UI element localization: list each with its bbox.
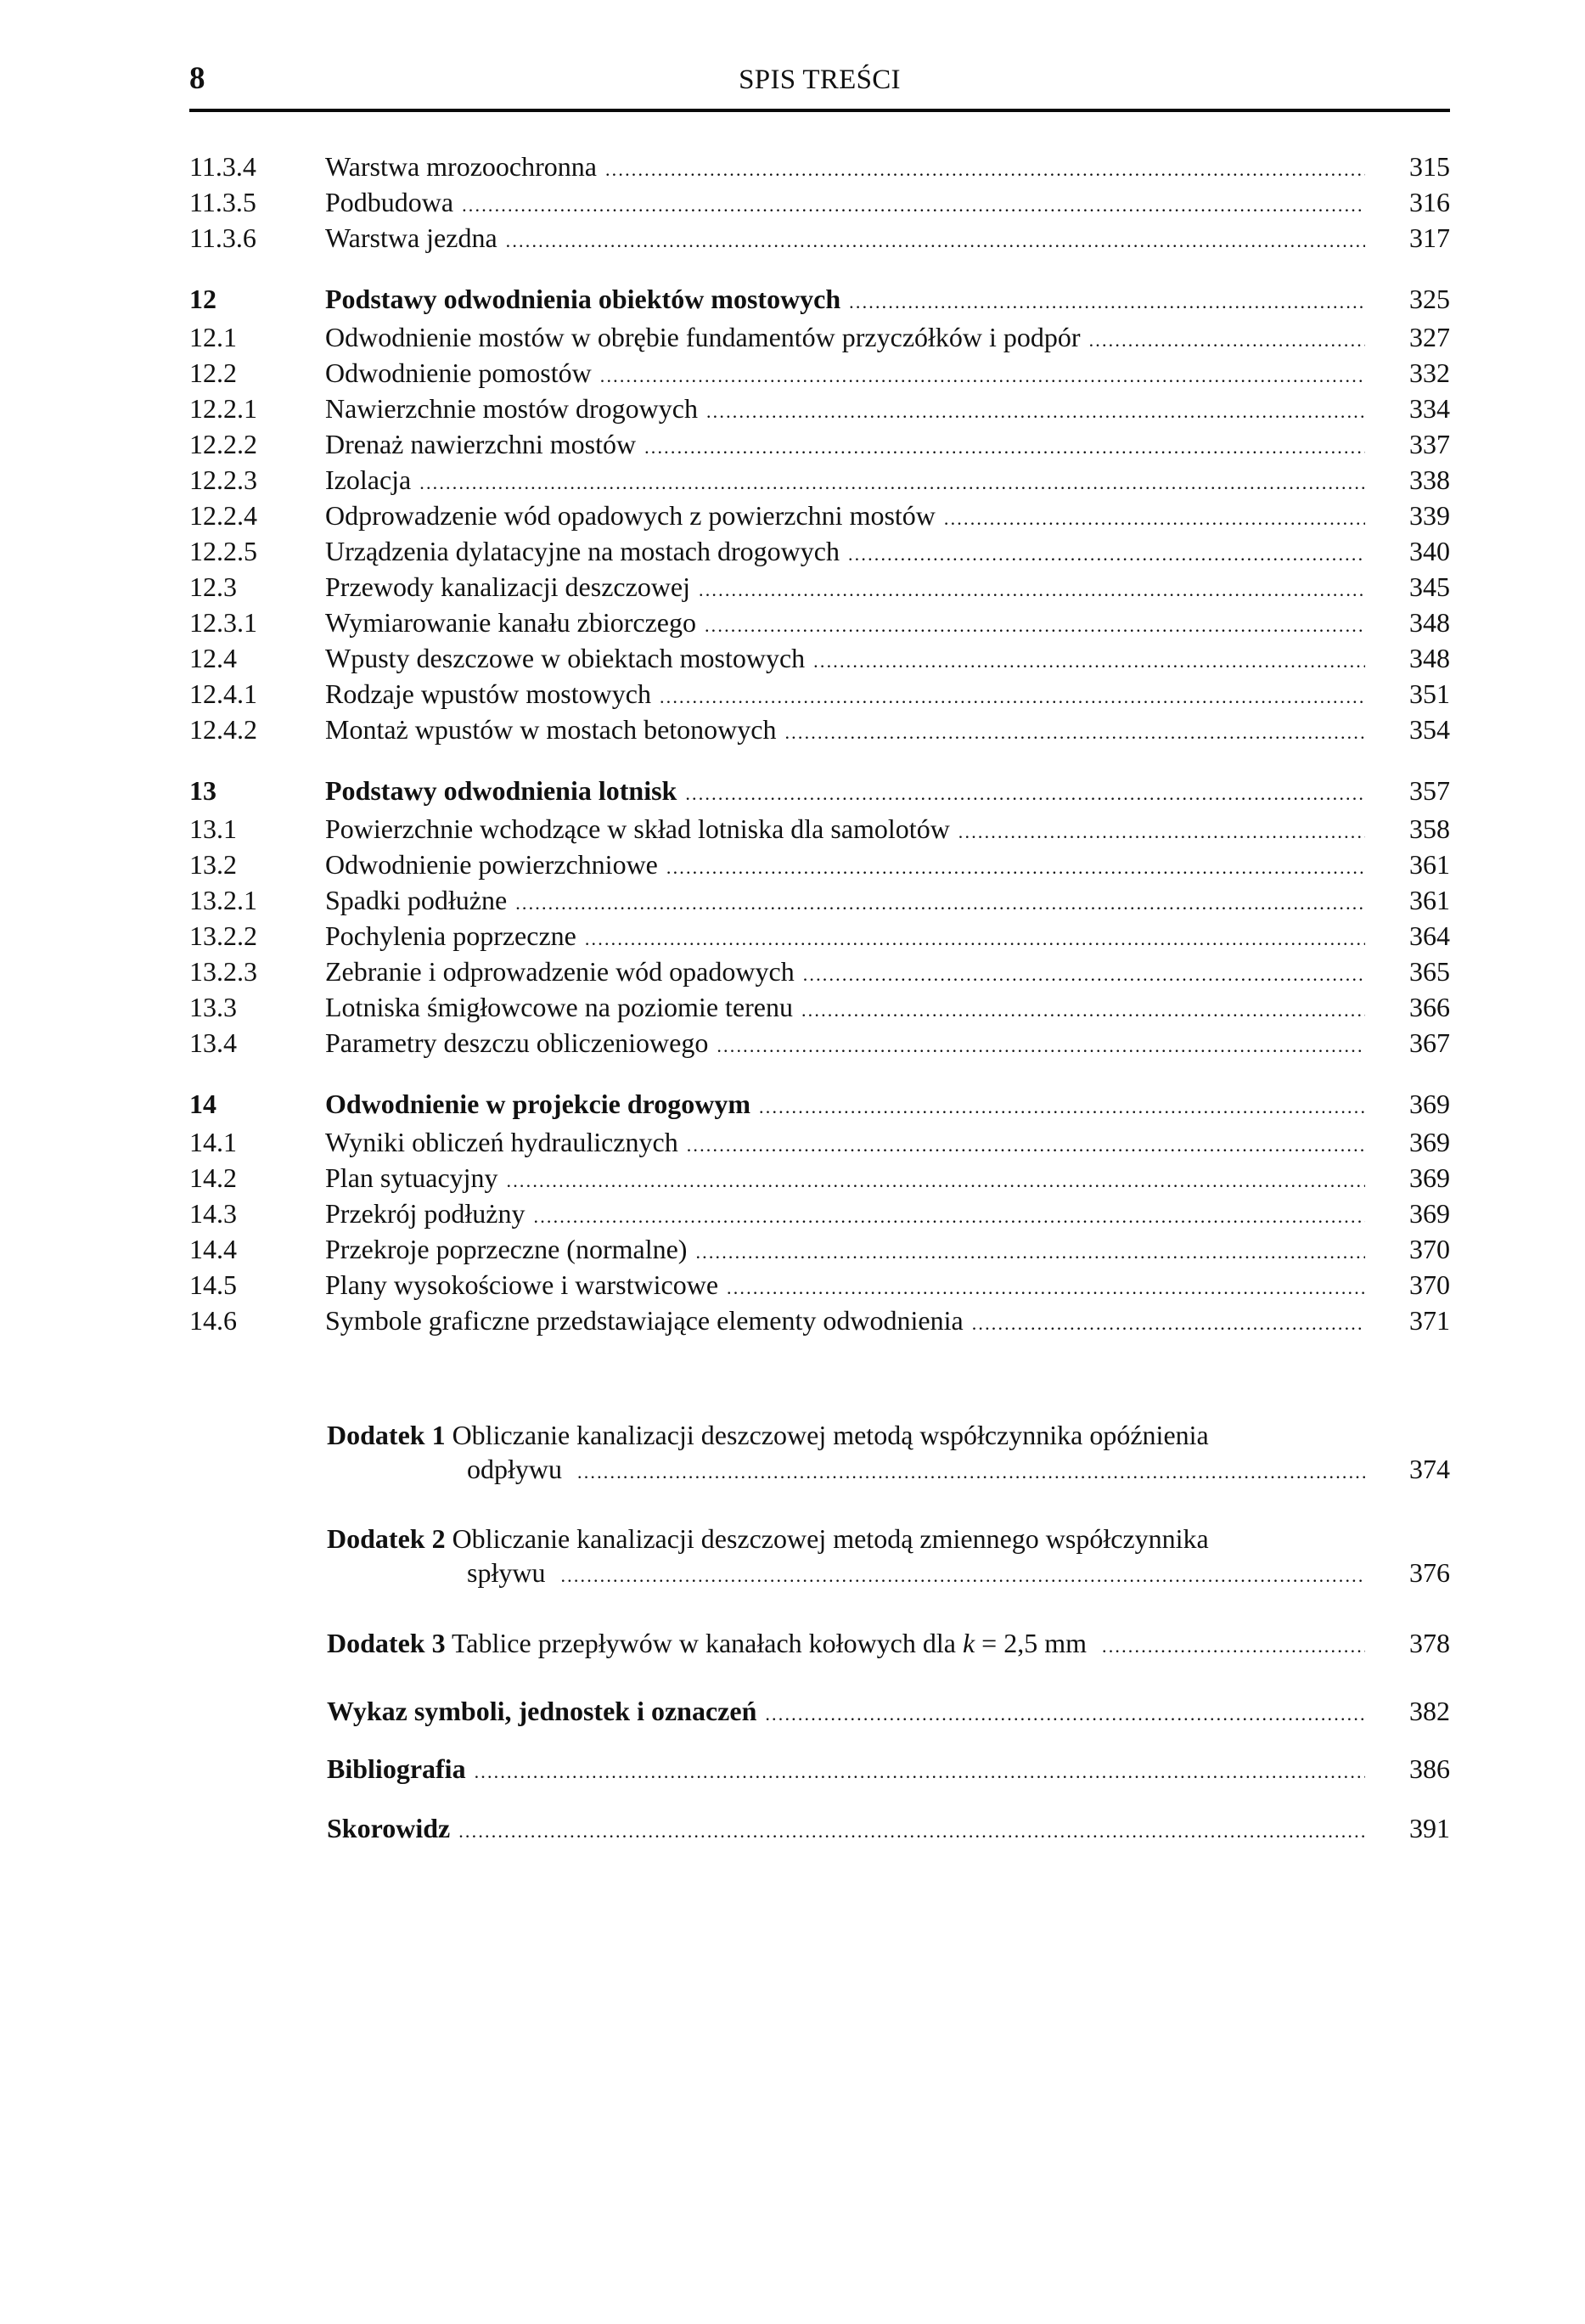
entry-title-wrap [325,569,1365,608]
entry-title-wrap [325,533,1365,572]
back-matter-title: Skorowidz [327,1813,451,1843]
toc-entry[interactable] [189,1025,1450,1061]
entry-title-wrap [325,989,1365,1028]
leader-dots [803,957,1365,993]
section-page-number: 332 [1409,357,1450,388]
running-title: SPIS TREŚCI [739,65,901,95]
appendix-title-continuation: spływu [467,1557,546,1588]
entry-title-wrap [325,773,1365,812]
leader-dots [660,679,1365,715]
toc-entry[interactable] [189,1124,1450,1160]
toc-entry[interactable] [189,319,1450,355]
section-title: Wpusty deszczowe w obiektach mostowych [325,643,806,673]
toc-entry[interactable] [189,462,1450,498]
section-page-number: 327 [1409,322,1450,352]
section-number: 14.6 [189,1305,237,1336]
section-page-number: 315 [1409,151,1450,182]
toc-entry[interactable] [189,989,1450,1025]
section-page-number: 369 [1409,1162,1450,1193]
leader-dots [1089,323,1365,358]
section-page-number: 358 [1409,813,1450,844]
back-matter-title: Bibliografia [327,1753,466,1784]
section-title: Parametry deszczu obliczeniowego [325,1027,709,1058]
entry-title-wrap [325,462,1365,501]
section-page-number: 357 [1409,775,1450,806]
entry-title-wrap [325,712,1365,751]
leader-dots [462,188,1365,223]
toc-entry[interactable] [189,391,1450,426]
toc-entry[interactable] [189,640,1450,676]
toc-chapter-heading[interactable] [189,281,1450,317]
appendix-title-continuation: odpływu [467,1454,562,1484]
section-title: Odprowadzenie wód opadowych z powierzchni mostów [325,500,936,531]
section-title: Rodzaje wpustów mostowych [325,678,651,709]
section-title: Odwodnienie pomostów [325,357,592,388]
section-title: Wyniki obliczeń hydraulicznych [325,1127,678,1157]
section-number: 14.4 [189,1234,237,1264]
section-number: 11.3.6 [189,222,256,253]
toc-entry[interactable] [189,954,1450,989]
section-number: 14.2 [189,1162,237,1193]
entry-title-wrap [325,426,1365,465]
section-number: 12.2.4 [189,500,257,531]
variable-k: k [962,1628,975,1658]
section-title: Pochylenia poprzeczne [325,920,576,951]
section-number: 13.4 [189,1027,237,1058]
toc-entry[interactable] [189,220,1450,256]
entry-title-wrap [325,882,1365,921]
appendix-page-number: 376 [1409,1557,1450,1588]
section-title: Plan sytuacyjny [325,1162,498,1193]
section-page-number: 351 [1409,678,1450,709]
section-page-number: 316 [1409,187,1450,217]
section-number: 12.4 [189,643,237,673]
leader-dots [475,1754,1365,1790]
section-number: 12.1 [189,322,237,352]
entry-title-wrap [325,1267,1365,1306]
section-number: 13.2.2 [189,920,257,951]
toc-entry[interactable] [189,1196,1450,1231]
section-page-number: 369 [1409,1089,1450,1119]
section-number: 12.2.2 [189,429,257,459]
section-number: 14.5 [189,1269,237,1300]
section-title: Odwodnienie mostów w obrębie fundamentów przyczółków i podpór [325,322,1081,352]
section-title: Przekroje poprzeczne (normalne) [325,1234,688,1264]
section-number: 12.4.1 [189,678,257,709]
leader-dots [458,1814,1365,1849]
toc-entry[interactable] [189,918,1450,954]
leader-dots [687,1128,1365,1163]
section-number: 12.4.2 [189,714,257,745]
leader-dots [972,1306,1365,1342]
back-matter-page-number: 386 [1409,1753,1450,1784]
section-number: 12.2.3 [189,464,257,495]
section-page-number: 325 [1409,284,1450,314]
toc-entry[interactable] [189,1303,1450,1338]
section-page-number: 334 [1409,393,1450,424]
appendix-label: Dodatek 3 [327,1628,446,1658]
entry-title-wrap [325,1086,1365,1125]
leader-dots [507,1163,1365,1199]
section-title: Zebranie i odprowadzenie wód opadowych [325,956,795,987]
appendix-title [452,1628,1087,1658]
entry-title-wrap [325,676,1365,715]
section-title: Lotniska śmigłowcowe na poziomie terenu [325,992,793,1022]
section-number: 12.2.5 [189,536,257,566]
toc-entry[interactable] [189,355,1450,391]
leader-dots [705,608,1365,644]
appendix-title: Obliczanie kanalizacji deszczowej metodą współczynnika opóźnienia [452,1420,1209,1450]
section-number: 13.1 [189,813,237,844]
section-title: Nawierzchnie mostów drogowych [325,393,698,424]
leader-dots [717,1028,1365,1064]
section-number: 12.3 [189,571,237,602]
section-title: Powierzchnie wchodzące w skład lotniska dla samolotów [325,813,950,844]
toc-appendix-2[interactable] [327,1522,1450,1590]
leader-dots [706,394,1365,430]
entry-title-wrap [325,220,1365,259]
section-page-number: 337 [1409,429,1450,459]
entry-title-wrap [325,918,1365,957]
leader-dots [958,814,1365,850]
back-matter-title: Wykaz symboli, jednostek i oznaczeń [327,1696,757,1726]
leader-dots [585,921,1365,957]
leader-dots [605,152,1365,188]
appendix-label: Dodatek 1 [327,1420,446,1450]
section-number: 13.3 [189,992,237,1022]
section-title: Urządzenia dylatacyjne na mostach drogowych [325,536,840,566]
section-number: 12.2.1 [189,393,257,424]
entry-title-wrap [325,847,1365,886]
leader-dots [944,501,1365,537]
toc-entry[interactable] [189,569,1450,605]
toc-chapter-heading[interactable] [189,1086,1450,1122]
leader-dots [534,1199,1366,1235]
leader-dots [765,1697,1365,1732]
section-page-number: 370 [1409,1269,1450,1300]
section-number: 12.2 [189,357,237,388]
appendix-page-number: 378 [1409,1628,1450,1658]
section-page-number: 361 [1409,885,1450,915]
toc-entry[interactable] [189,605,1450,640]
section-title: Podbudowa [325,187,454,217]
leader-dots [600,358,1365,394]
entry-title-wrap [325,1160,1365,1199]
section-title: Podstawy odwodnienia lotnisk [325,775,677,806]
leader-dots [666,850,1365,886]
toc-entry[interactable] [189,676,1450,712]
header-rule [189,109,1450,112]
entry-title-wrap [325,319,1365,358]
section-page-number: 364 [1409,920,1450,951]
toc-appendix-1[interactable] [327,1418,1450,1486]
section-number: 13.2 [189,849,237,880]
section-page-number: 370 [1409,1234,1450,1264]
leader-dots [685,776,1365,812]
leader-dots [699,572,1365,608]
leader-dots [560,1559,1365,1593]
section-title: Warstwa mrozoochronna [325,151,597,182]
toc-back-matter-symbols[interactable] [327,1693,1450,1729]
toc-entry[interactable] [189,1267,1450,1303]
appendix-page-number: 374 [1409,1454,1450,1484]
section-title: Spadki podłużne [325,885,508,915]
entry-title-wrap [325,391,1365,430]
entry-title-wrap [325,954,1365,993]
entry-title-wrap [325,1196,1365,1235]
entry-title-wrap [325,811,1365,850]
toc-entry[interactable] [189,882,1450,918]
section-number: 13.2.1 [189,885,257,915]
section-title: Przewody kanalizacji deszczowej [325,571,691,602]
entry-title-wrap [325,498,1365,537]
section-page-number: 365 [1409,956,1450,987]
section-number: 11.3.5 [189,187,256,217]
entry-title-wrap [325,1231,1365,1270]
entry-title-wrap [325,1124,1365,1163]
toc-entry[interactable] [189,712,1450,747]
entry-title-wrap [325,1303,1365,1342]
section-title: Odwodnienie powierzchniowe [325,849,658,880]
back-matter-page-number: 382 [1409,1696,1450,1726]
section-title: Wymiarowanie kanału zbiorczego [325,607,696,638]
toc-entry[interactable] [189,847,1450,882]
leader-dots [813,644,1365,679]
section-page-number: 338 [1409,464,1450,495]
leader-dots [1102,1629,1365,1663]
toc-entry[interactable] [189,1160,1450,1196]
entry-title-wrap [325,355,1365,394]
section-number: 13 [189,775,216,806]
leader-dots [759,1089,1365,1125]
appendix-title-text: Tablice przepływów w kanałach kołowych dla [451,1628,963,1658]
appendix-title: Obliczanie kanalizacji deszczowej metodą zmiennego współczynnika [452,1523,1209,1554]
section-title: Warstwa jezdna [325,222,497,253]
section-page-number: 317 [1409,222,1450,253]
entry-title-wrap [325,1025,1365,1064]
toc-entry[interactable] [189,184,1450,220]
back-matter-page-number: 391 [1409,1813,1450,1843]
section-page-number: 371 [1409,1305,1450,1336]
section-number: 11.3.4 [189,151,256,182]
section-page-number: 354 [1409,714,1450,745]
section-page-number: 348 [1409,643,1450,673]
entry-title-wrap [325,184,1365,223]
section-title: Montaż wpustów w mostach betonowych [325,714,777,745]
appendix-title-text-end: = 2,5 mm [975,1628,1087,1658]
section-number: 14.1 [189,1127,237,1157]
section-title: Plany wysokościowe i warstwicowe [325,1269,719,1300]
toc-back-matter-index[interactable] [327,1810,1450,1846]
entry-title-wrap [325,640,1365,679]
section-page-number: 367 [1409,1027,1450,1058]
section-page-number: 339 [1409,500,1450,531]
section-number: 14 [189,1089,216,1119]
section-page-number: 348 [1409,607,1450,638]
leader-dots [849,284,1365,320]
section-title: Drenaż nawierzchni mostów [325,429,637,459]
section-number: 12.3.1 [189,607,257,638]
section-page-number: 369 [1409,1127,1450,1157]
toc-entry[interactable] [189,811,1450,847]
leader-dots [848,537,1365,572]
section-number: 14.3 [189,1198,237,1229]
toc-back-matter-bibliography[interactable] [327,1751,1450,1787]
section-title: Izolacja [325,464,412,495]
toc-entry[interactable] [189,533,1450,569]
toc-entry[interactable] [189,426,1450,462]
leader-dots [506,223,1365,259]
section-number: 12 [189,284,216,314]
appendix-label: Dodatek 2 [327,1523,446,1554]
leader-dots [577,1455,1365,1489]
section-title: Przekrój podłużny [325,1198,526,1229]
section-page-number: 361 [1409,849,1450,880]
section-title: Symbole graficzne przedstawiające elementy odwodnienia [325,1305,964,1336]
toc-appendix-3[interactable] [327,1626,1450,1660]
entry-title-wrap [325,281,1365,320]
leader-dots [727,1270,1365,1306]
section-number: 13.2.3 [189,956,257,987]
leader-dots [695,1235,1365,1270]
toc-entry[interactable] [189,498,1450,533]
leader-dots [419,465,1365,501]
entry-title-wrap [325,149,1365,188]
section-page-number: 369 [1409,1198,1450,1229]
section-title: Podstawy odwodnienia obiektów mostowych [325,284,841,314]
toc-entry[interactable] [189,149,1450,184]
toc-chapter-heading[interactable] [189,773,1450,808]
toc-entry[interactable] [189,1231,1450,1267]
page-number: 8 [189,61,205,96]
entry-title-wrap [325,605,1365,644]
section-page-number: 345 [1409,571,1450,602]
leader-dots [644,430,1365,465]
section-page-number: 366 [1409,992,1450,1022]
section-title: Odwodnienie w projekcie drogowym [325,1089,751,1119]
leader-dots [801,993,1365,1028]
leader-dots [515,886,1365,921]
section-page-number: 340 [1409,536,1450,566]
leader-dots [784,715,1365,751]
